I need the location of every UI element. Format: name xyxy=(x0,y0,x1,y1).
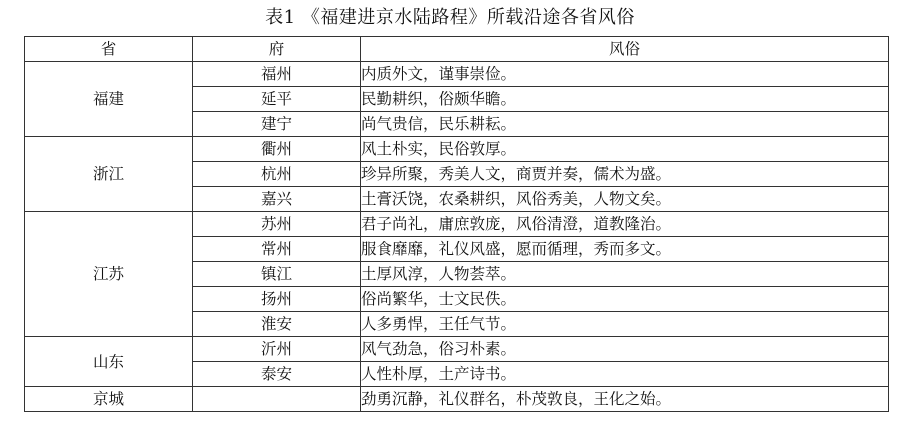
prefecture-cell: 沂州 xyxy=(193,337,361,362)
header-row xyxy=(25,37,889,62)
prefecture-cell: 延平 xyxy=(193,87,361,112)
customs-cell: 土膏沃饶，农桑耕织，风俗秀美，人物文矣。 xyxy=(361,187,889,212)
province-cell: 浙江 xyxy=(25,137,193,212)
table-caption: 表1 《福建进京水陆路程》所载沿途各省风俗 xyxy=(265,7,635,28)
prefecture-cell: 嘉兴 xyxy=(193,187,361,212)
prefecture-cell: 建宁 xyxy=(193,112,361,137)
customs-cell: 服食靡靡，礼仪风盛，愿而循理，秀而多文。 xyxy=(361,237,889,262)
prefecture-cell: 淮安 xyxy=(193,312,361,337)
customs-cell: 人性朴厚，土产诗书。 xyxy=(361,362,889,387)
customs-cell: 人多勇悍，王任气节。 xyxy=(361,312,889,337)
province-cell: 京城 xyxy=(25,387,193,412)
table-row xyxy=(25,62,889,87)
customs-table xyxy=(24,36,889,412)
customs-cell: 土厚风淳，人物荟萃。 xyxy=(361,262,889,287)
table-row xyxy=(25,387,889,412)
customs-cell: 劲勇沉静，礼仪群名，朴茂敦良，王化之始。 xyxy=(361,387,889,412)
prefecture-cell: 苏州 xyxy=(193,212,361,237)
header-prefecture: 府 xyxy=(193,37,361,62)
prefecture-cell: 镇江 xyxy=(193,262,361,287)
customs-cell: 俗尚繁华，士文民佚。 xyxy=(361,287,889,312)
prefecture-cell: 杭州 xyxy=(193,162,361,187)
province-cell: 山东 xyxy=(25,337,193,387)
province-cell: 江苏 xyxy=(25,212,193,337)
table-row xyxy=(25,137,889,162)
prefecture-cell: 福州 xyxy=(193,62,361,87)
prefecture-cell: 泰安 xyxy=(193,362,361,387)
header-province: 省 xyxy=(25,37,193,62)
customs-cell: 尚气贵信，民乐耕耘。 xyxy=(361,112,889,137)
header-customs: 风俗 xyxy=(361,37,889,62)
customs-cell: 风气劲急，俗习朴素。 xyxy=(361,337,889,362)
prefecture-cell xyxy=(193,387,361,412)
table-row xyxy=(25,212,889,237)
customs-cell: 君子尚礼，庸庶敦庞，风俗清澄，道教隆治。 xyxy=(361,212,889,237)
customs-cell: 民勤耕织，俗颇华瞻。 xyxy=(361,87,889,112)
customs-cell: 珍异所聚，秀美人文，商贾并奏，儒术为盛。 xyxy=(361,162,889,187)
prefecture-cell: 扬州 xyxy=(193,287,361,312)
customs-cell: 风土朴实，民俗敦厚。 xyxy=(361,137,889,162)
prefecture-cell: 衢州 xyxy=(193,137,361,162)
prefecture-cell: 常州 xyxy=(193,237,361,262)
province-cell: 福建 xyxy=(25,62,193,137)
customs-cell: 内质外文，谨事崇俭。 xyxy=(361,62,889,87)
table-row xyxy=(25,337,889,362)
